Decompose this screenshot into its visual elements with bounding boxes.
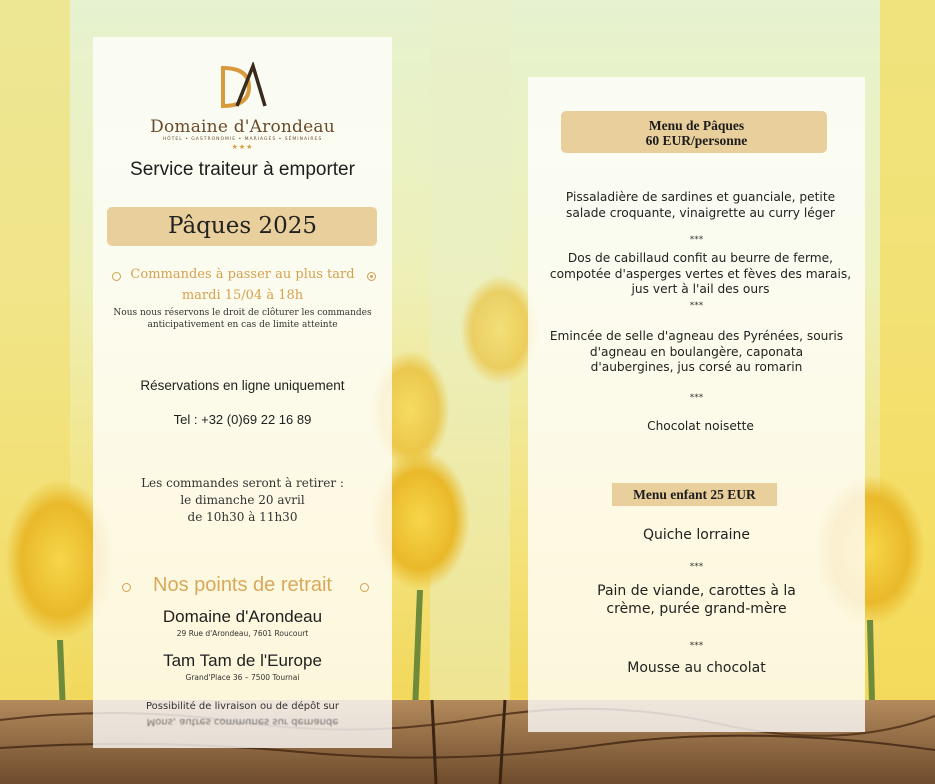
location-address: 29 Rue d'Arondeau, 7601 Roucourt xyxy=(176,629,309,638)
menu-title-price: 60 EUR/personne xyxy=(645,133,748,148)
location-name: Tam Tam de l'Europe xyxy=(163,651,322,670)
dish-line: crème, purée grand-mère xyxy=(606,601,787,617)
info-panel xyxy=(93,37,392,748)
location-name: Domaine d'Arondeau xyxy=(162,607,323,626)
easter-title: Pâques 2025 xyxy=(168,213,317,239)
pickup-points-title: Nos points de retrait xyxy=(153,574,332,596)
menu-panel xyxy=(528,77,865,732)
menu-title xyxy=(528,118,865,148)
dish-line: Pissaladière de sardines et guanciale, petite xyxy=(565,190,836,204)
service-title: Service traiteur à emporter xyxy=(130,159,355,180)
dish-line: Dos de cabillaud confit au beurre de ferme, xyxy=(567,251,834,265)
dish-fish xyxy=(542,251,859,298)
dish-line: Quiche lorraine xyxy=(642,527,751,543)
phone-number[interactable]: Tel : +32 (0)69 22 16 89 xyxy=(173,412,312,427)
dish-dessert xyxy=(542,419,859,435)
dish-line: d'agneau en boulangère, caponata xyxy=(589,344,804,359)
separator: *** xyxy=(689,641,704,651)
separator: *** xyxy=(689,301,704,311)
orders-note: Nous nous réservons le droit de clôturer les commandes anticipativement en cas de limite atteinte xyxy=(113,308,372,330)
location-address: Grand'Place 36 – 7500 Tournai xyxy=(185,673,300,682)
dish-starter xyxy=(542,190,859,221)
dish-line: Chocolat noisette xyxy=(647,419,754,433)
delivery-info-cut: Mons, autres communes sur demande xyxy=(146,716,339,727)
delivery-info: Possibilité de livraison ou de dépôt sur xyxy=(146,701,339,712)
dish-line: Pain de viande, carottes à la xyxy=(597,583,796,599)
dish-line: Mousse au chocolat xyxy=(627,660,766,676)
orders-heading: Commandes à passer au plus tard xyxy=(130,267,355,282)
orders-deadline: mardi 15/04 à 18h xyxy=(181,288,304,303)
pickup-line: de 10h30 à 11h30 xyxy=(187,510,298,524)
separator: *** xyxy=(689,235,704,245)
online-reservations: Réservations en ligne uniquement xyxy=(140,378,345,393)
dish-line: salade croquante, vinaigrette au curry léger xyxy=(566,205,835,220)
menu-title-name: Menu de Pâques xyxy=(648,118,745,133)
kids-menu-title: Menu enfant 25 EUR xyxy=(633,487,756,502)
dish-line: jus vert à l'ail des ours xyxy=(631,282,770,296)
pickup-line: le dimanche 20 avril xyxy=(180,493,305,507)
kids-dish xyxy=(528,526,865,544)
kids-dish xyxy=(528,659,865,677)
dish-line: d'aubergines, jus corsé au romarin xyxy=(590,360,803,374)
kids-dish xyxy=(528,582,865,618)
separator: *** xyxy=(689,393,704,403)
dish-line: Emincée de selle d'agneau des Pyrénées, souris xyxy=(549,329,844,343)
pickup-info xyxy=(93,475,392,526)
brand-tagline: HÔTEL • GASTRONOMIE • MARIAGES • SÉMINAIRES xyxy=(162,137,323,142)
logo-monogram-icon xyxy=(213,62,273,112)
dish-line: compotée d'asperges vertes et fèves des marais, xyxy=(549,266,852,281)
separator: *** xyxy=(689,562,704,572)
dish-main xyxy=(534,329,859,376)
brand-name: Domaine d'Arondeau xyxy=(150,117,335,137)
pickup-line: Les commandes seront à retirer : xyxy=(141,476,344,490)
rating-stars: ★★★ xyxy=(231,143,254,151)
